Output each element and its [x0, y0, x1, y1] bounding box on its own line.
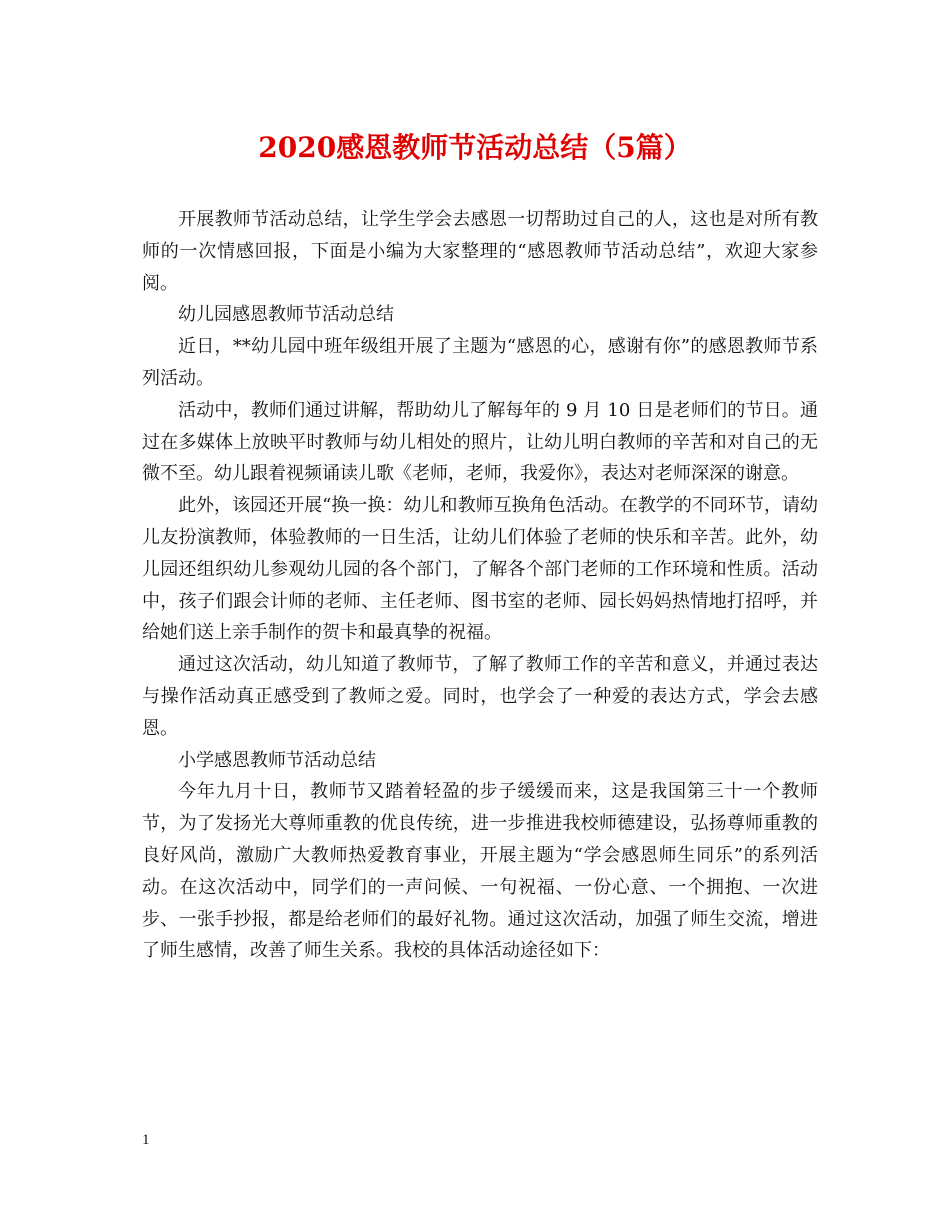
body-paragraph: 近日，**幼儿园中班年级组开展了主题为“感恩的心，感谢有你”的感恩教师节系列活动。 — [142, 336, 818, 389]
section-heading-kindergarten: 幼儿园感恩教师节活动总结 — [178, 304, 394, 326]
body-paragraph: 今年九月十日，教师节又踏着轻盈的步子缓缓而来，这是我国第三十一个教师节，为了发扬光大尊师重教的优良传统，进一步推进我校师德建设，弘扬尊师重教的良好风尚，激励广大教师热爱教育事业，开展主题为“学会感恩师生同乐”的系列活动。在这次活动中，同学们的一声问候、一句祝福、一份心意、一个拥抱、一次进步、一张手抄报，都是给老师们的最好礼物。通过这次活动，加强了师生交流，增进了师生感情，改善了师生关系。我校的具体活动途径如下： — [142, 781, 818, 962]
body-paragraph: 活动中，教师们通过讲解，帮助幼儿了解每年的 9 月 10 日是老师们的节日。通过在多媒体上放映平时教师与幼儿相处的照片，让幼儿明白教师的辛苦和对自己的无微不至。幼儿跟着视频诵读儿歌《老师，老师，我爱你》，表达对老师深深的谢意。 — [142, 399, 818, 485]
document-body — [142, 204, 818, 967]
section-heading-primary-school: 小学感恩教师节活动总结 — [178, 749, 376, 771]
intro-paragraph: 开展教师节活动总结，让学生学会去感恩一切帮助过自己的人，这也是对所有教师的一次情感回报，下面是小编为大家整理的“感恩教师节活动总结”，欢迎大家参阅。 — [142, 209, 818, 294]
document-title: 2020感恩教师节活动总结（5篇） — [258, 131, 692, 164]
body-paragraph: 通过这次活动，幼儿知道了教师节，了解了教师工作的辛苦和意义，并通过表达与操作活动真正感受到了教师之爱。同时，也学会了一种爱的表达方式，学会去感恩。 — [142, 654, 818, 739]
body-paragraph: 此外，该园还开展“换一换：幼儿和教师互换角色活动。在教学的不同环节，请幼儿友扮演教师，体验教师的一日生活，让幼儿们体验了老师的快乐和辛苦。此外，幼儿园还组织幼儿参观幼儿园的各个部门，了解各个部门老师的工作环境和性质。活动中，孩子们跟会计师的老师、主任老师、图书室的老师、园长妈妈热情地打招呼，并给她们送上亲手制作的贺卡和最真挚的祝福。 — [142, 495, 818, 644]
page-number: 1 — [142, 1132, 150, 1148]
